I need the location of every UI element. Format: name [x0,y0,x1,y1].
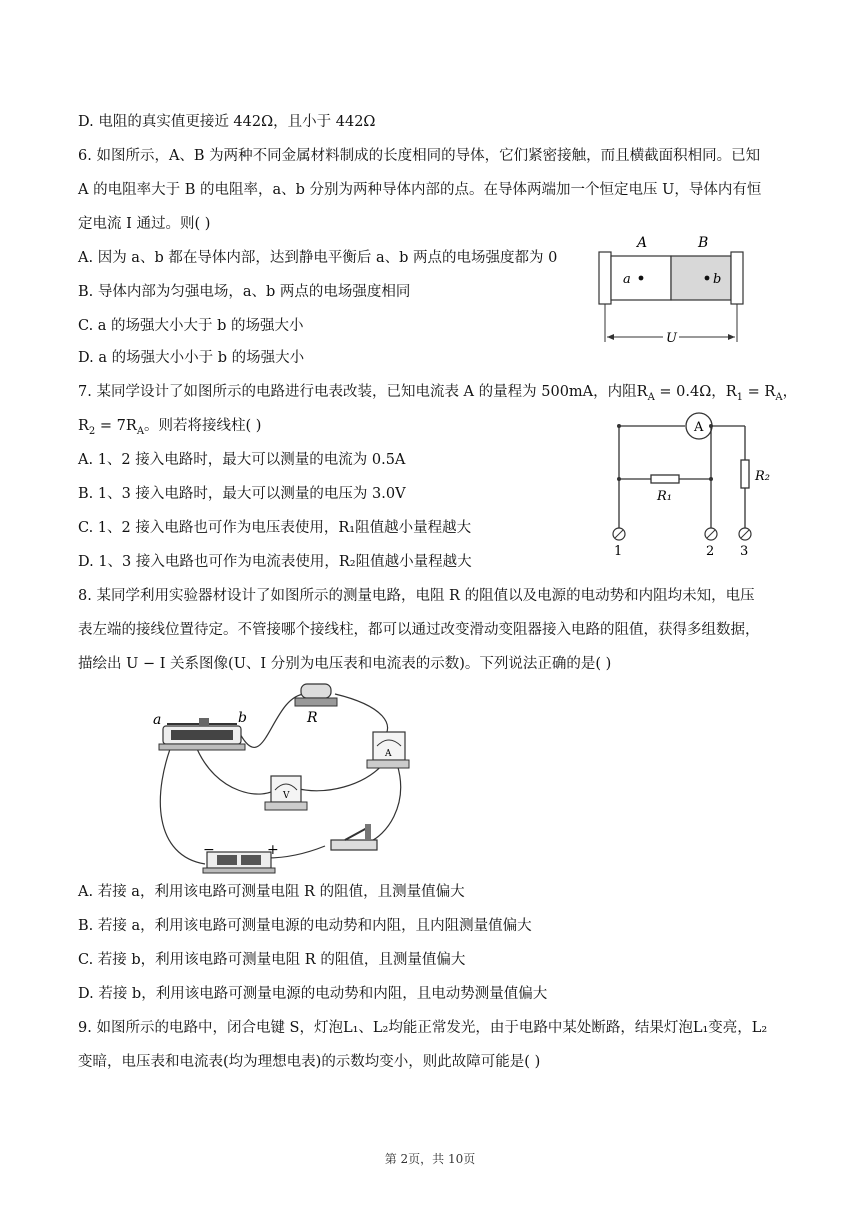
q6-option-a: A. 因为 a、b 都在导体内部，达到静电平衡后 a、b 两点的电场强度都为 0 [78,250,558,266]
q9-stem-line-1: 9. 如图所示的电路中，闭合电键 S，灯泡L₁、L₂均能正常发光，由于电路中某处断路，结果灯泡L₁变亮，L₂ [78,1020,768,1036]
q6-stem-line-1: 6. 如图所示，A、B 为两种不同金属材料制成的长度相同的导体，它们紧密接触，而且横截面积相同。已知 [78,148,761,164]
q6-label-U: U [666,331,677,346]
q7-option-b: B. 1、3 接入电路时，最大可以测量的电压为 3.0V [78,486,406,502]
q7-stem-2-mid: = 7R [95,418,137,434]
q8-stem-line-1: 8. 某同学利用实验器材设计了如图所示的测量电路，电阻 R 的阻值以及电源的电动势和内阻均未知，电压 [78,588,755,604]
q7-stem-line-2 [78,416,261,442]
page-footer: 第 2页，共 10页 [384,1152,476,1166]
q7-stem-1-sub2: 1 [736,391,744,403]
q7-option-c: C. 1、2 接入电路也可作为电压表使用，R₁阻值越小量程越大 [78,520,472,536]
q8-label-a: a [153,712,162,728]
q7-stem-1-tail: = 0.4Ω，R [654,384,737,400]
q6-point-a-label: a [623,272,631,287]
q6-option-c: C. a 的场强大小大于 b 的场强大小 [78,318,304,334]
q6-conductor-figure [595,232,750,350]
q8-stem-line-2: 表左端的接线位置待定。不管接哪个接线柱，都可以通过改变滑动变阻器接入电路的阻值，获得多组数据， [78,622,760,638]
q7-stem-line-1 [78,382,797,408]
q8-stem-line-3: 描绘出 U − I 关系图像(U、I 分别为电压表和电流表的示数)。下列说法正确的是( ) [78,656,612,672]
q6-conductor-b [671,256,731,300]
q7-circuit-figure [605,410,780,560]
q8-battery-minus: − [203,842,215,858]
q8-label-R: R [307,710,318,726]
q7-r1-resistor [651,475,679,483]
q7-r1-label: R₁ [657,489,672,504]
q8-label-b: b [238,710,247,726]
q7-r2-label: R₂ [755,469,770,484]
q7-stem-2-pre: R [78,418,89,434]
q6-stem-line-3: 定电流 I 通过。则( ) [78,216,211,232]
q8-option-b: B. 若接 a，利用该电路可测量电源的电动势和内阻，且内阻测量值偏大 [78,918,532,934]
q6-stem-line-2: A 的电阻率大于 B 的电阻率，a、b 分别为两种导体内部的点。在导体两端加一个恒定电压 U，导体内有恒 [78,182,762,198]
q8-resistor-icon [295,684,337,706]
q7-stem-1-sub3: A [775,391,783,403]
q8-option-d: D. 若接 b，利用该电路可测量电源的电动势和内阻，且电动势测量值偏大 [78,986,548,1002]
q7-stem-2-sub2: A [136,425,145,437]
q8-battery-plus: + [267,842,279,858]
q6-left-cap [599,252,611,304]
q6-point-b-label: b [713,272,722,287]
q7-stem-2-sub: 2 [88,425,96,437]
q6-right-cap [731,252,743,304]
q8-ammeter-label: A [385,749,392,759]
q6-label-A: A [637,235,648,251]
q7-terminal-1-label: 1 [614,544,623,559]
q7-terminal-2-label: 2 [706,544,715,559]
q8-option-c: C. 若接 b，利用该电路可测量电阻 R 的阻值，且测量值偏大 [78,952,466,968]
q7-option-d: D. 1、3 接入电路也可作为电流表使用，R₂阻值越小量程越大 [78,554,472,570]
q6-option-b: B. 导体内部为匀强电场，a、b 两点的电场强度相同 [78,284,411,300]
q8-option-a: A. 若接 a，利用该电路可测量电阻 R 的阻值，且测量值偏大 [78,884,465,900]
q7-stem-1-tail2: = R [743,384,776,400]
q7-option-a: A. 1、2 接入电路时，最大可以测量的电流为 0.5A [78,452,406,468]
q8-apparatus-figure [145,676,425,876]
q6-option-d: D. a 的场强大小小于 b 的场强大小 [78,350,305,366]
q7-stem-1-sub: A [647,391,655,403]
q8-voltmeter-label: V [283,791,290,801]
q7-terminal-3-label: 3 [740,544,749,559]
q7-stem-2-tail: 。则若将接线柱( ) [144,418,262,434]
q7-stem-1-tail3: ， [782,384,798,400]
q6-point-b [705,276,710,281]
q5-option-d: D. 电阻的真实值更接近 442Ω，且小于 442Ω [78,114,376,130]
q7-ammeter-label: A [694,420,704,435]
q8-switch-icon [331,824,377,850]
q7-stem-1-text: 7. 某同学设计了如图所示的电路进行电表改装，已知电流表 A 的量程为 500mA，内阻R [78,384,648,400]
q6-label-B: B [698,235,709,251]
q8-rheostat-icon [159,718,245,750]
q9-stem-line-2: 变暗，电压表和电流表(均为理想电表)的示数均变小，则此故障可能是( ) [78,1054,541,1070]
q7-r2-resistor [741,460,749,488]
q6-point-a [639,276,644,281]
